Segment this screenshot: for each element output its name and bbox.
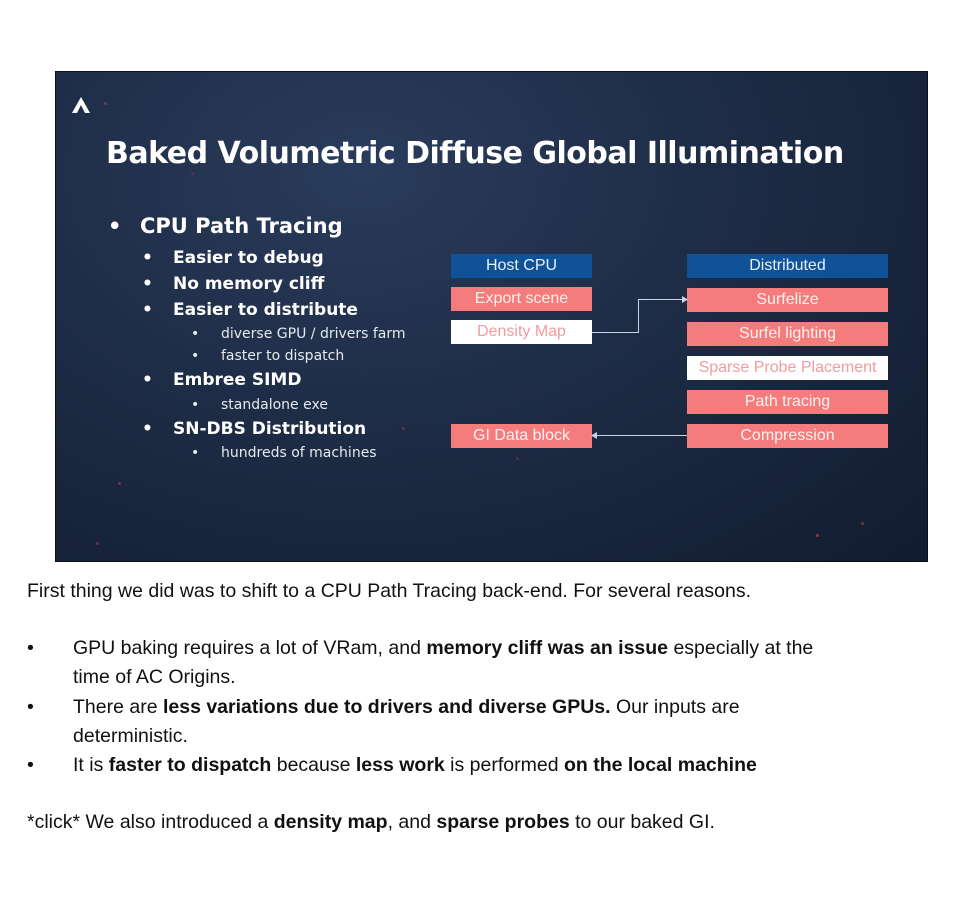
gi-data-block: GI Data block [451,424,592,448]
notes-closing: *click* We also introduced a density map, and sparse probes to our baked GI. [27,811,715,833]
triangle-a-logo-icon [71,96,91,114]
notes-intro: First thing we did was to shift to a CPU Path Tracing back-end. For several reasons. [27,580,751,602]
step-surfel-lighting: Surfel lighting [687,322,888,346]
host-cpu-header: Host CPU [451,254,592,278]
step-path-tracing: Path tracing [687,390,888,414]
step-sparse-probe-placement: Sparse Probe Placement [687,356,888,380]
arrowhead-left-icon [591,432,597,439]
distributed-header: Distributed [687,254,888,278]
presentation-slide: Baked Volumetric Diffuse Global Illumination • CPU Path Tracing • Easier to debug • No memory cliff • Easier to distribute • diverse GPU / drivers farm • faster to dispatch • Embree SIMD • standalone exe • SN-DBS Distribution • hundreds of machines Host CPU Export scene Density Map GI Data block Distributed Surfelize Surfel lighting Sparse Probe Placement Path tracing Compression [55,71,928,562]
connector-compression-to-gi [595,435,687,436]
slide-title: Baked Volumetric Diffuse Global Illumination [106,136,844,171]
step-compression: Compression [687,424,888,448]
step-export-scene: Export scene [451,287,592,311]
connector-density-to-surfelize-h1 [592,332,639,333]
step-surfelize: Surfelize [687,288,888,312]
step-density-map: Density Map [451,320,592,344]
arrowhead-right-icon [682,296,688,303]
connector-density-to-surfelize-v [638,299,639,333]
connector-density-to-surfelize-h2 [638,299,685,300]
